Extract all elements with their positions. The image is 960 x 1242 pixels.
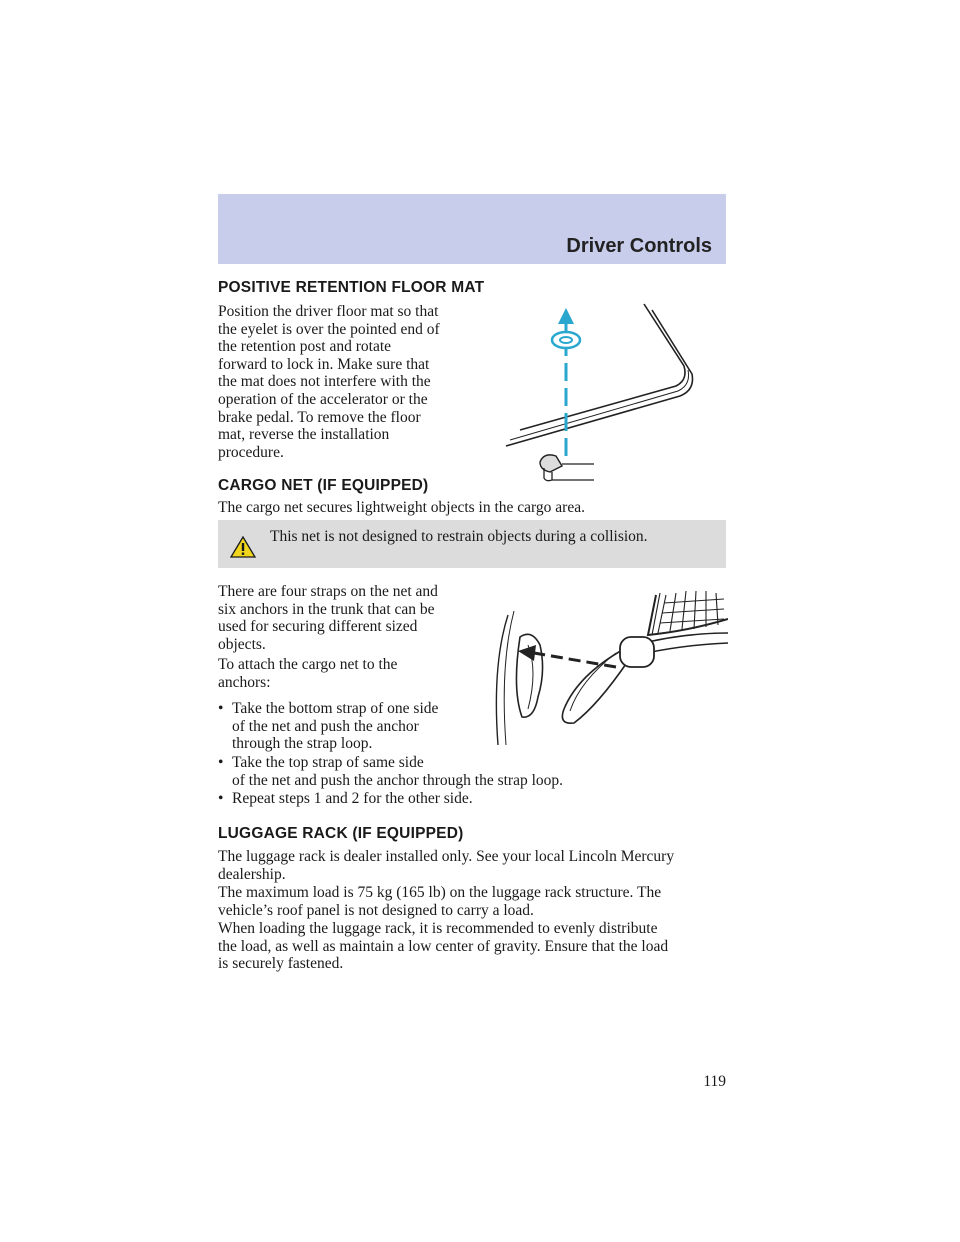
bullet-dot-icon: • (218, 754, 224, 771)
floor-mat-paragraph (218, 303, 440, 461)
luggage-line: vehicle’s roof panel is not designed to carry a load. (218, 901, 534, 919)
floor-mat-line: procedure. (218, 443, 284, 461)
luggage-line: The maximum load is 75 kg (165 lb) on the luggage rack structure. The (218, 884, 662, 901)
cargo-net-heading: CARGO NET (IF EQUIPPED) (218, 477, 429, 494)
cargo-net-line: anchors: (218, 673, 271, 691)
net-grid (658, 591, 724, 633)
luggage-rack-paragraph-1 (218, 848, 674, 883)
cargo-net-intro: The cargo net secures lightweight objects in the cargo area. (218, 499, 585, 516)
bullet-line: Take the top strap of same side (232, 754, 424, 771)
luggage-rack-paragraph-3 (218, 920, 668, 973)
floor-mat-line: mat, reverse the installation (218, 426, 390, 444)
bullet-line: of the net and push the anchor (232, 717, 419, 735)
warning-box (218, 520, 726, 568)
bullet-dot-icon: • (218, 790, 224, 807)
floor-mat-line: the retention post and rotate (218, 338, 392, 356)
floor-mat-line: brake pedal. To remove the floor (218, 408, 421, 426)
floor-mat-line: the eyelet is over the pointed end of (218, 320, 440, 338)
cargo-net-line: six anchors in the trunk that can be (218, 600, 435, 618)
bullet-line: Repeat steps 1 and 2 for the other side. (232, 790, 473, 807)
bullet-line: through the strap loop. (232, 735, 373, 753)
bullet-line: of the net and push the anchor through the strap loop. (232, 771, 564, 789)
luggage-line: the load, as well as maintain a low center of gravity. Ensure that the load (218, 937, 669, 955)
eyelet-icon (552, 332, 580, 348)
floor-mat-line: Position the driver floor mat so that (218, 303, 439, 320)
cargo-net-paragraph-1 (218, 583, 438, 653)
floor-mat-line: the mat does not interfere with the (218, 373, 431, 391)
floor-mat-illustration (500, 300, 710, 490)
luggage-rack-heading: LUGGAGE RACK (IF EQUIPPED) (218, 825, 464, 842)
cargo-net-line: To attach the cargo net to the (218, 656, 398, 673)
luggage-rack-paragraph-2 (218, 884, 661, 919)
cargo-net-line: There are four straps on the net and (218, 583, 438, 600)
luggage-line: When loading the luggage rack, it is recommended to evenly distribute (218, 920, 658, 937)
bullet-dot-icon: • (218, 700, 224, 717)
floor-mat-line: forward to lock in. Make sure that (218, 355, 430, 373)
retention-post (540, 455, 562, 472)
cargo-net-line: objects. (218, 635, 266, 653)
bullet-line: Take the bottom strap of one side (232, 700, 439, 717)
arrow-up-icon (558, 308, 574, 324)
luggage-line: dealership. (218, 865, 286, 883)
luggage-line: The luggage rack is dealer installed only. See your local Lincoln Mercury (218, 848, 675, 865)
cargo-net-illustration (488, 585, 728, 750)
mat-edge-shadow (510, 370, 689, 440)
warning-triangle-icon (230, 536, 256, 558)
cargo-net-line: used for securing different sized (218, 618, 418, 636)
floor-mat-heading: POSITIVE RETENTION FLOOR MAT (218, 279, 485, 296)
chapter-header-band (218, 194, 726, 264)
chapter-title: Driver Controls (566, 235, 712, 257)
strap-buckle (620, 637, 654, 667)
floor-mat-line: operation of the accelerator or the (218, 390, 428, 408)
luggage-line: is securely fastened. (218, 955, 344, 973)
page-number: 119 (703, 1073, 726, 1090)
warning-text: This net is not designed to restrain objects during a collision. (270, 528, 648, 545)
cargo-net-paragraph-2 (218, 656, 397, 691)
